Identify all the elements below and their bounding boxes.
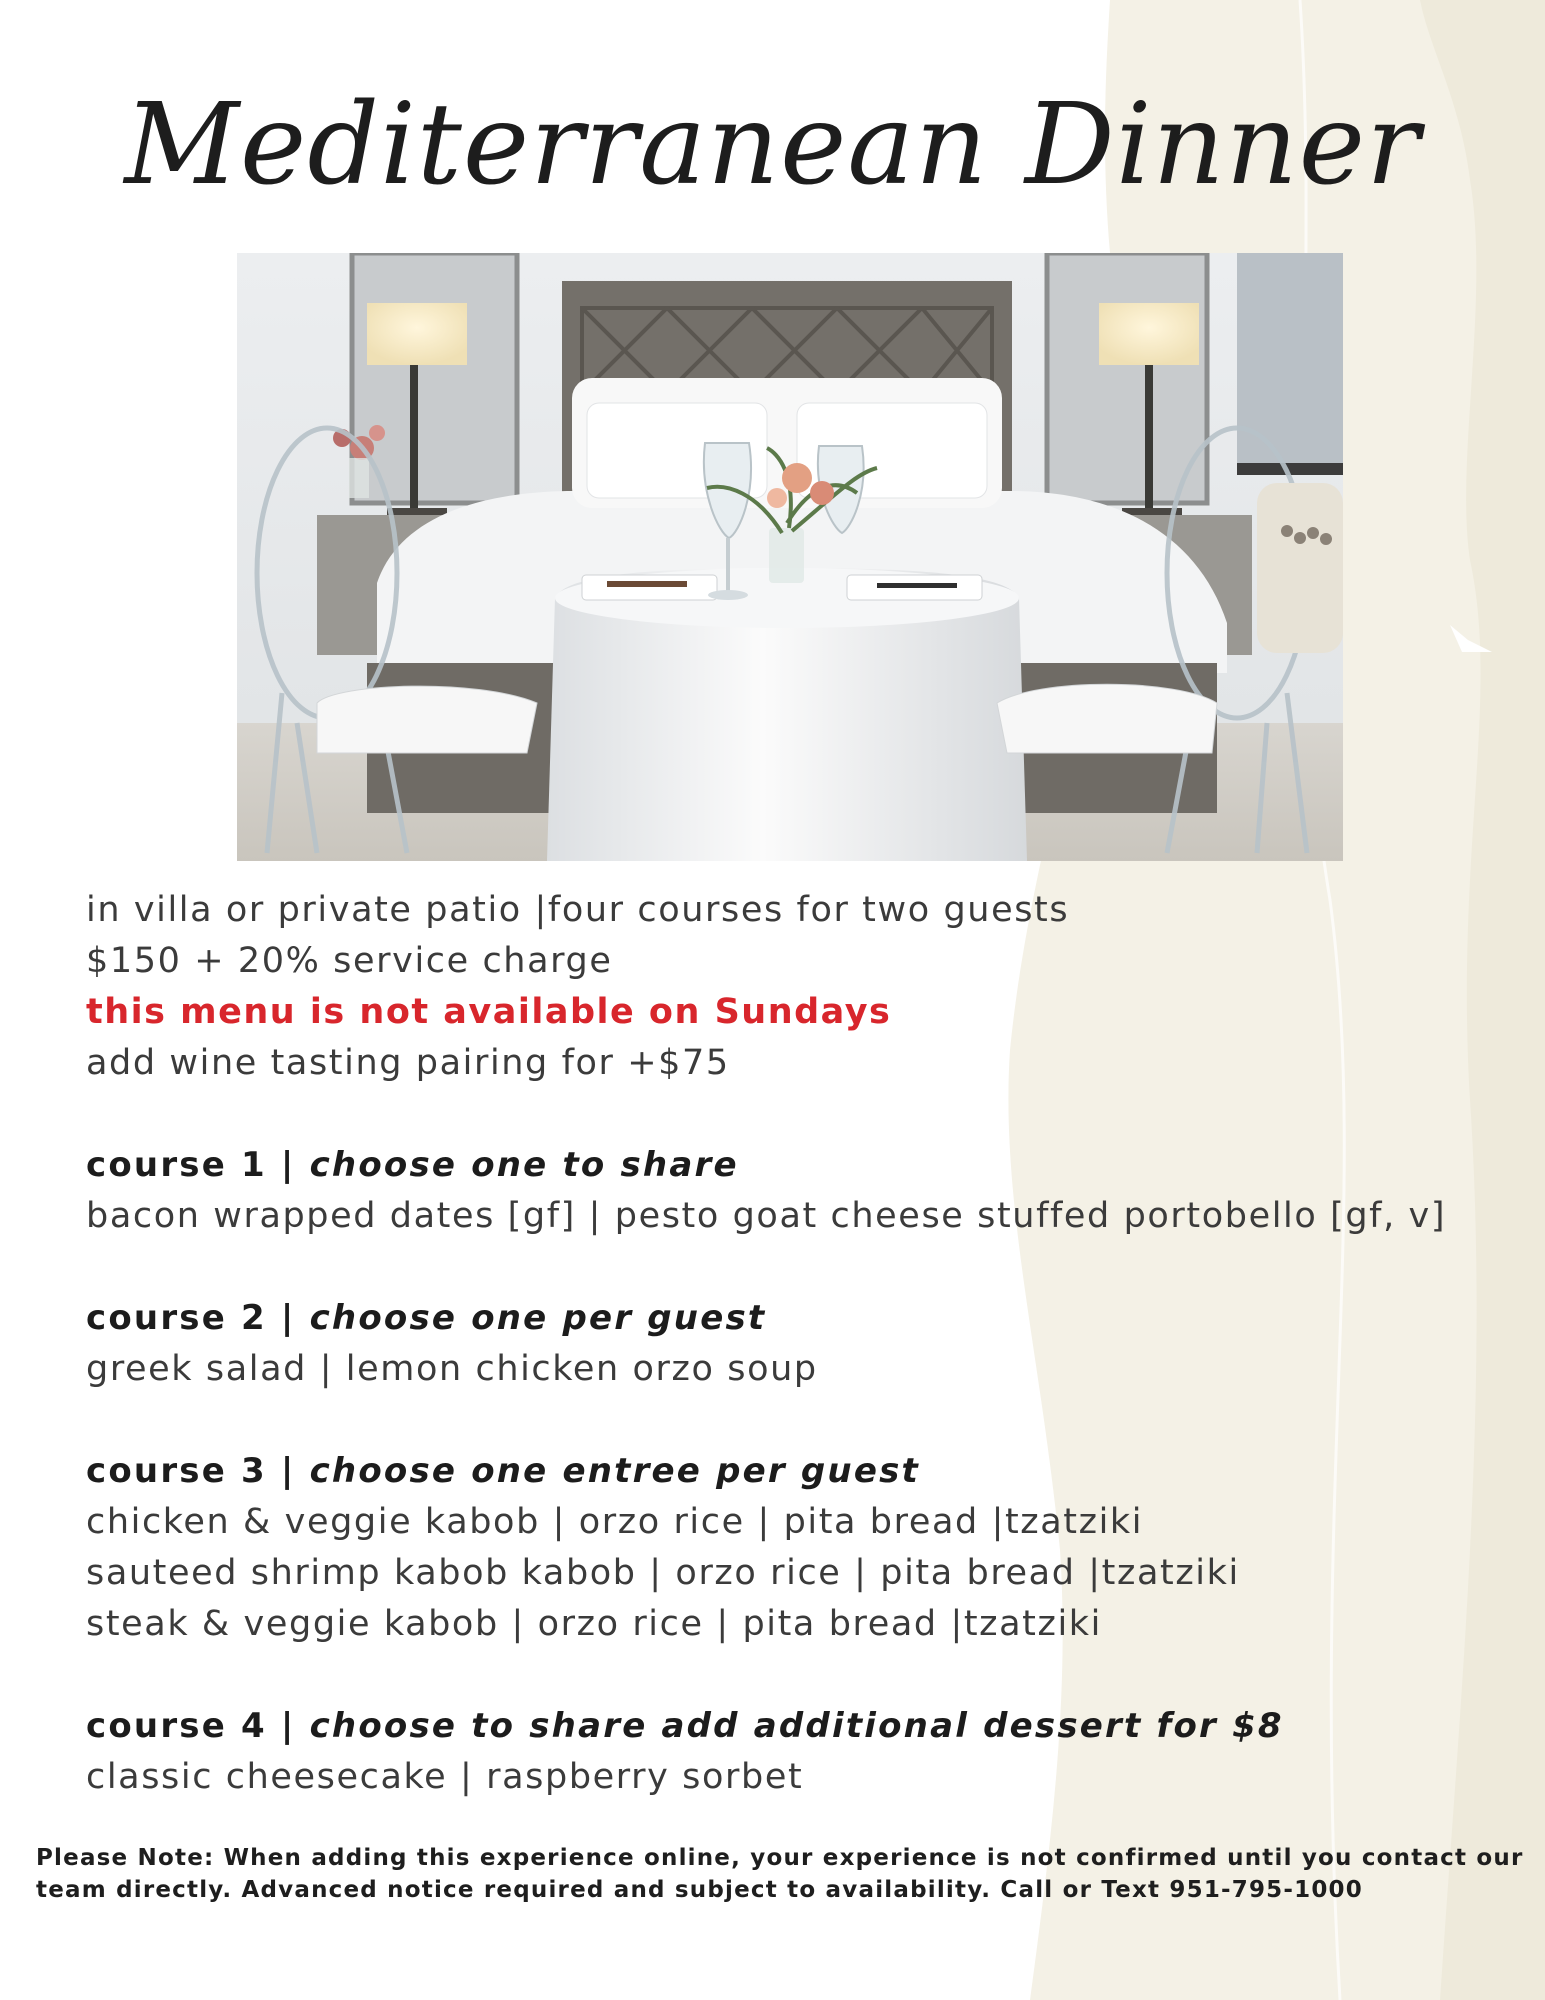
course-label: course 4 |: [86, 1706, 310, 1746]
course-1-heading: [86, 1140, 1506, 1191]
course-instruction: choose one to share: [309, 1145, 739, 1185]
course-instruction: choose one entree per guest: [309, 1451, 920, 1491]
wine-pairing: add wine tasting pairing for +$75: [86, 1043, 730, 1083]
intro-price: $150 + 20% service charge: [86, 941, 613, 981]
dinner-setup-photo: [237, 253, 1343, 861]
course-3-heading: [86, 1446, 1506, 1497]
course-4-heading: [86, 1701, 1506, 1752]
course-instruction: choose to share add additional dessert for $8: [309, 1706, 1284, 1746]
course-3-item: chicken & veggie kabob | orzo rice | pita bread |tzatziki: [86, 1502, 1144, 1542]
booking-note: Please Note: When adding this experience online, your experience is not confirmed until you contact our team directly. Advanced notice required and subject to availability. Call or Text 951-795-1000: [36, 1845, 1524, 1903]
course-3-item: sauteed shrimp kabob kabob | orzo rice | pita bread |tzatziki: [86, 1553, 1240, 1593]
intro-location: in villa or private patio |four courses for two guests: [86, 890, 1070, 930]
availability-warning: this menu is not available on Sundays: [86, 992, 892, 1032]
course-label: course 3 |: [86, 1451, 310, 1491]
course-2-items: greek salad | lemon chicken orzo soup: [86, 1349, 818, 1389]
menu-content: [86, 885, 1506, 1803]
course-instruction: choose one per guest: [309, 1298, 767, 1338]
course-label: course 2 |: [86, 1298, 310, 1338]
course-label: course 1 |: [86, 1145, 310, 1185]
course-2-heading: [86, 1293, 1506, 1344]
course-1-items: bacon wrapped dates [gf] | pesto goat cheese stuffed portobello [gf, v]: [86, 1196, 1447, 1236]
page-title: Mediterranean Dinner: [124, 80, 1421, 210]
course-4-items: classic cheesecake | raspberry sorbet: [86, 1757, 804, 1797]
course-3-item: steak & veggie kabob | orzo rice | pita bread |tzatziki: [86, 1604, 1102, 1644]
